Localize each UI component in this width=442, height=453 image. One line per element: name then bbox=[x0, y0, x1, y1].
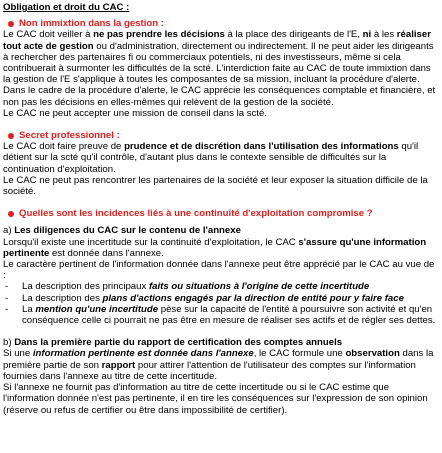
paragraph: Le CAC ne peut pas rencontrer les partenaires de la société et leur exposer la situation difficile de la société. bbox=[3, 174, 428, 198]
text-run: La description des principaux bbox=[22, 281, 149, 293]
text-run: dans la première partie de son bbox=[3, 348, 434, 371]
text-run: qu'il détient sur la scté qu'il contrôle, d'autant plus dans le contexte sensible de difficultés sur la continuation d'exploitation. bbox=[3, 141, 419, 175]
bold-italic-text: faits ou situations à l'origine de cette incertitude bbox=[148, 281, 370, 293]
subsection-heading-a bbox=[3, 225, 439, 236]
bold-italic-text: plans d'actions engagés par la direction de entité pour y faire face bbox=[102, 292, 404, 304]
section-heading-secret bbox=[3, 130, 439, 141]
text-run: , le CAC formule une bbox=[253, 348, 346, 360]
subsection-marker: b) bbox=[3, 337, 15, 349]
list-item bbox=[3, 293, 439, 304]
paragraph bbox=[3, 237, 439, 259]
paragraph bbox=[3, 348, 439, 382]
red-bullet-icon bbox=[8, 133, 14, 139]
text-run: à la place des dirigeants de l'E, bbox=[224, 29, 363, 41]
subsection-marker: a) bbox=[3, 225, 15, 237]
text-run: Lorsqu'il existe une incertitude sur la continuité d'exploitation, le CAC bbox=[3, 236, 299, 248]
subsection-heading-b bbox=[3, 337, 439, 348]
text-run: pour attirer l'attention de l'utilisateur des comptes sur l'information fournies dans l'annexe au titre de cette incertitude. bbox=[3, 359, 416, 382]
bold-text: réaliser tout acte de gestion bbox=[3, 29, 431, 52]
dash-list bbox=[3, 281, 439, 326]
section-heading-non-immixtion bbox=[3, 18, 439, 29]
text-run: La description des bbox=[22, 292, 103, 304]
text-run: Le CAC doit veiller à bbox=[3, 29, 94, 41]
page-title: Obligation et droit du CAC : bbox=[3, 2, 130, 13]
bold-italic-text: mention qu'une incertitude bbox=[35, 303, 159, 315]
bold-italic-text: information pertinente est donnée dans l'annexe bbox=[32, 348, 254, 360]
list-item bbox=[3, 281, 439, 292]
section-heading-incidences bbox=[3, 208, 439, 219]
bold-text: ni bbox=[362, 29, 372, 41]
paragraph: Le caractère pertinent de l'information donnée dans l'annexe peut être apprécié par le CAC au vue de : bbox=[3, 259, 435, 282]
text-run: ou d'administration, directement ou indirectement. Il ne peut aider les dirigeants à rechercher des partenaires fi ou commerciaux potentiels, ni des investisseurs, même si cela contribuerait à surmonter les difficultés de la scté. L'interdiction faite au CAC de toute immixtion dans la gestion de l'E s'applique à toutes les composantes de sa mission, incluant la procédure d'alerte. Dans le cadre de la procédure d'alerte, le CAC apprécie les conséquences comptable et financière, et non pas les décisions en elles-mêmes qui relèvent de la gestion de la société. bbox=[3, 40, 436, 108]
bold-text: observation bbox=[345, 348, 400, 360]
paragraph bbox=[3, 29, 439, 107]
text-run: Le CAC doit faire preuve de bbox=[3, 141, 125, 153]
section-heading-text: Non immixtion dans la gestion : bbox=[19, 18, 164, 30]
text-run: est donnée dans l'annexe. bbox=[49, 247, 164, 259]
paragraph: Le CAC ne peut accepter une mission de conseil dans la scté. bbox=[3, 107, 267, 119]
text-run: à les bbox=[371, 29, 397, 41]
section-heading-text: Quelles sont les incidences liés à une continuité d'exploitation compromise ? bbox=[19, 208, 373, 220]
bold-text: s'assure qu'une information pertinente bbox=[3, 236, 427, 259]
list-item bbox=[3, 304, 439, 326]
red-bullet-icon bbox=[8, 21, 14, 27]
subsection-title: Les diligences du CAC sur le contenu de l'annexe bbox=[14, 225, 241, 237]
red-bullet-icon bbox=[8, 211, 14, 217]
text-run: Si une bbox=[3, 348, 33, 360]
bold-text: prudence et de discrétion dans l'utilisation des informations bbox=[124, 141, 399, 153]
subsection-title: Dans la première partie du rapport de certification des comptes annuels bbox=[14, 337, 343, 349]
bold-text: rapport bbox=[101, 359, 136, 371]
paragraph: Si l'annexe ne fournit pas d'information au titre de cette incertitude ou si le CAC estime que l'information donnée n'est pas pertinente, il en tire les conséquences sur l'expression de son opinion (réserve ou refus de certifier ou être dans impossibilité de certifier). bbox=[3, 382, 428, 416]
text-run: La bbox=[22, 303, 36, 315]
section-heading-text: Secret professionnel : bbox=[19, 130, 120, 142]
text-run: pèse sur la capacité de l'entité à poursuivre son activité et qu'en conséquence celle ci pourrait ne pas être en mesure de réaliser ses actifs et de régler ses dettes. bbox=[22, 303, 436, 327]
bold-text: ne pas prendre les décisions bbox=[93, 29, 225, 41]
paragraph bbox=[3, 141, 439, 175]
